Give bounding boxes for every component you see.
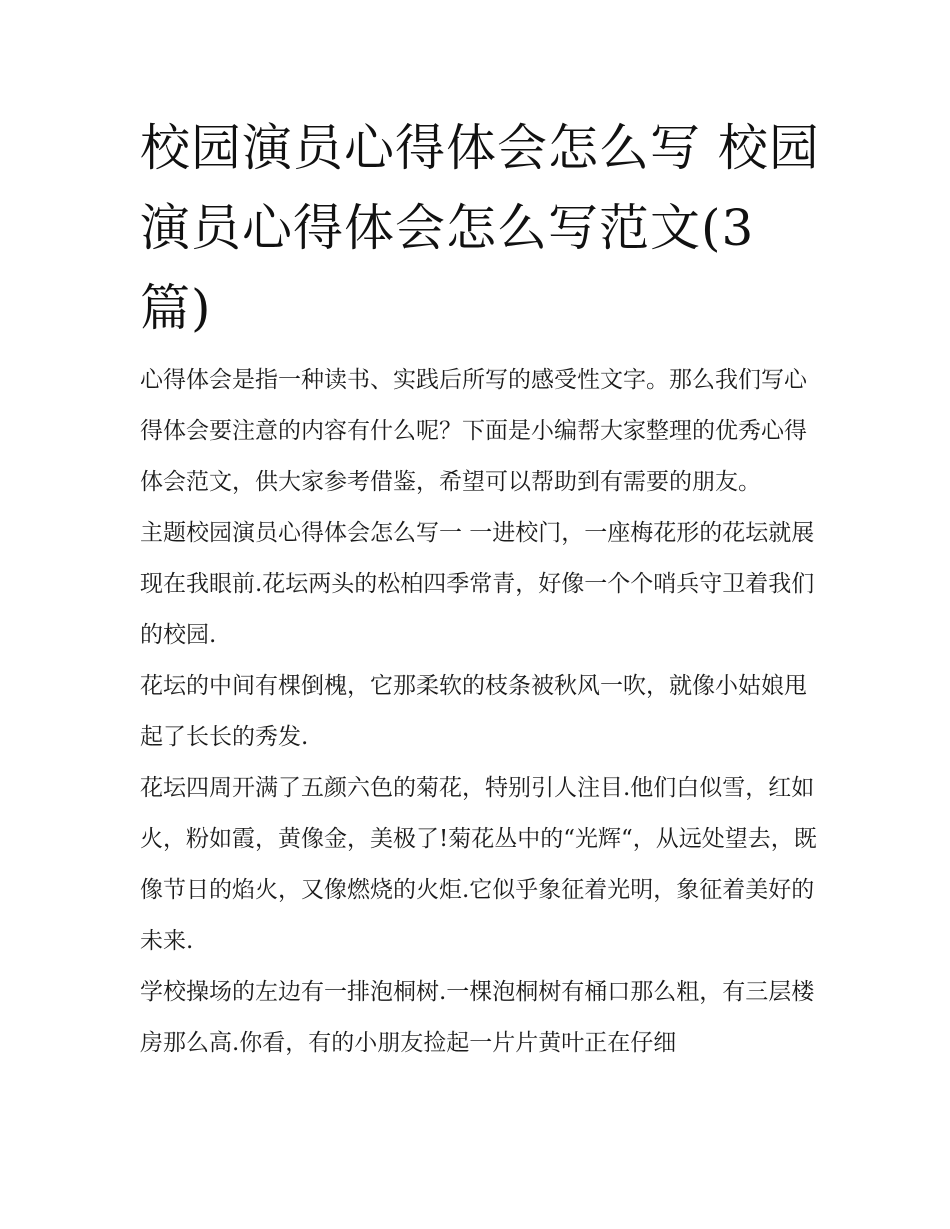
document-title: 校园演员心得体会怎么写 校园演员心得体会怎么写范文(3篇)	[140, 119, 820, 337]
paragraph-intro: 心得体会是指一种读书、实践后所写的感受性文字。那么我们写心得体会要注意的内容有什么呢？下面是小编帮大家整理的优秀心得体会范文，供大家参考借鉴，希望可以帮助到有需要的朋友。	[140, 367, 807, 495]
document-body	[140, 355, 820, 1069]
paragraph-paulownia: 学校操场的左边有一排泡桐树.一棵泡桐树有桶口那么粗，有三层楼房那么高.你看，有的小朋友捡起一片片黄叶正在仔细	[140, 979, 815, 1056]
paragraph-school-gate: 主题校园演员心得体会怎么写一 一进校门，一座梅花形的花坛就展现在我眼前.花坛两头的松柏四季常青，好像一个个哨兵守卫着我们的校园.	[140, 520, 815, 648]
paragraph-locust-tree: 花坛的中间有棵倒槐，它那柔软的枝条被秋风一吹，就像小姑娘甩起了长长的秀发.	[140, 673, 807, 750]
paragraph-chrysanthemum: 花坛四周开满了五颜六色的菊花，特别引人注目.他们白似雪，红如火，粉如霞，黄像金，美极了!菊花丛中的“光辉“，从远处望去，既像节日的焰火，又像燃烧的火炬.它似乎象征着光明，象征着美好的未来.	[140, 775, 817, 954]
